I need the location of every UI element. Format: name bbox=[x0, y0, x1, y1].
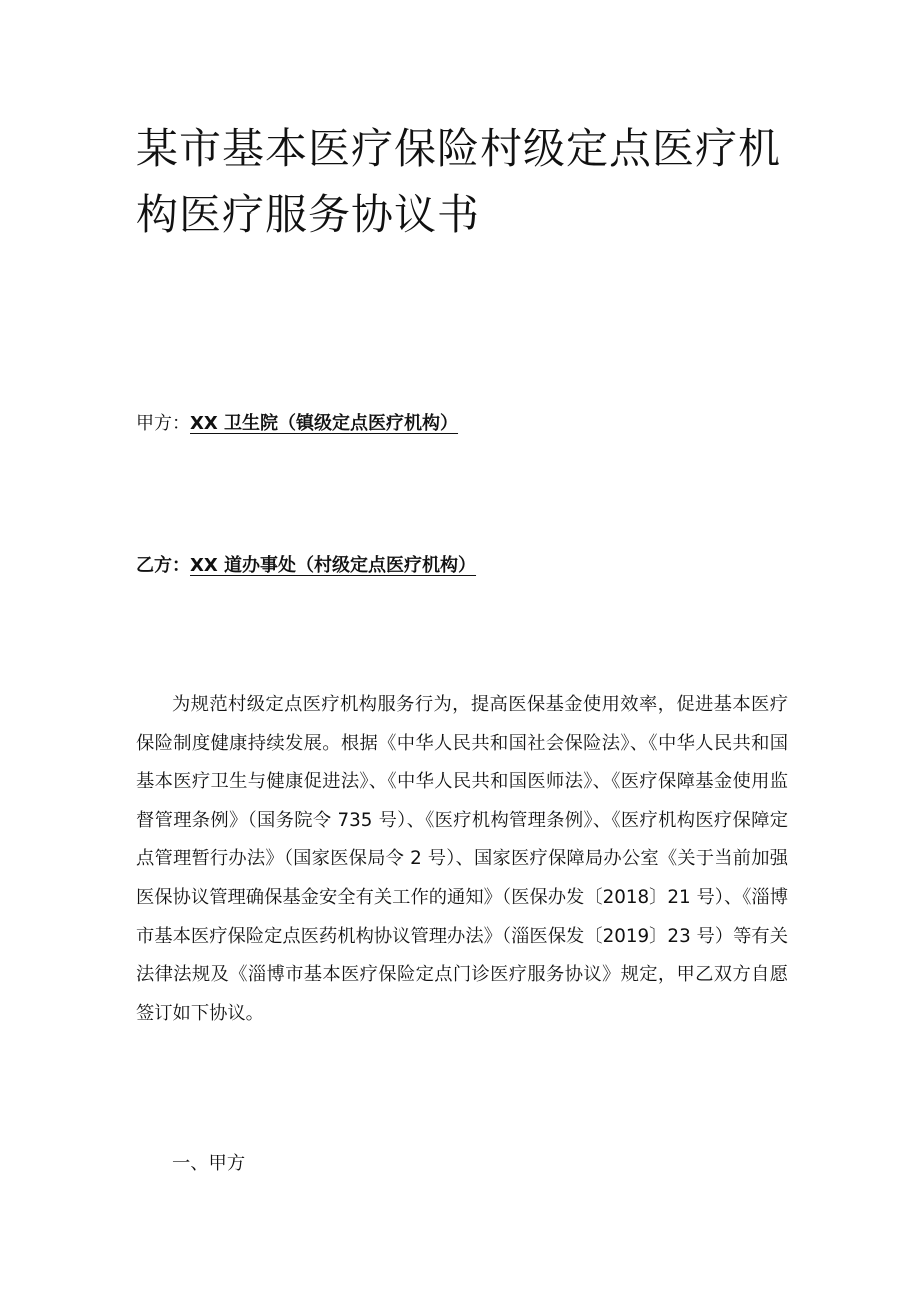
party-b-label: 乙方： bbox=[136, 555, 190, 576]
section-heading-party-a: 一、甲方 bbox=[172, 1153, 246, 1174]
party-a-name: XX 卫生院（镇级定点医疗机构） bbox=[190, 413, 459, 434]
party-a-line bbox=[136, 410, 458, 438]
intro-paragraph: 为规范村级定点医疗机构服务行为，提高医保基金使用效率，促进基本医疗保险制度健康持续发展。根据《中华人民共和国社会保险法》、《中华人民共和国基本医疗卫生与健康促进法》、《中华人民共和国医师法》、《医疗保障基金使用监督管理条例》（国务院令 735 号）、《医疗机构管理条例》、《医疗机构医疗保障定点管理暂行办法》（国家医保局令 2 号）、国家医疗保障局办公室《关于当前加强医保协议管理确保基金安全有关工作的通知》（医保办发〔2018〕21 号）、《淄博市基本医疗保险定点医药机构协议管理办法》（淄医保发〔2019〕23 号）等有关法律法规及《淄博市基本医疗保险定点门诊医疗服务协议》规定，甲乙双方自愿签订如下协议。 bbox=[136, 694, 788, 1024]
party-b-name: XX 道办事处（村级定点医疗机构） bbox=[190, 555, 477, 576]
party-a-label: 甲方： bbox=[136, 413, 190, 434]
document-title: 某市基本医疗保险村级定点医疗机构医疗服务协议书 bbox=[136, 124, 782, 239]
party-b-line bbox=[136, 552, 476, 580]
